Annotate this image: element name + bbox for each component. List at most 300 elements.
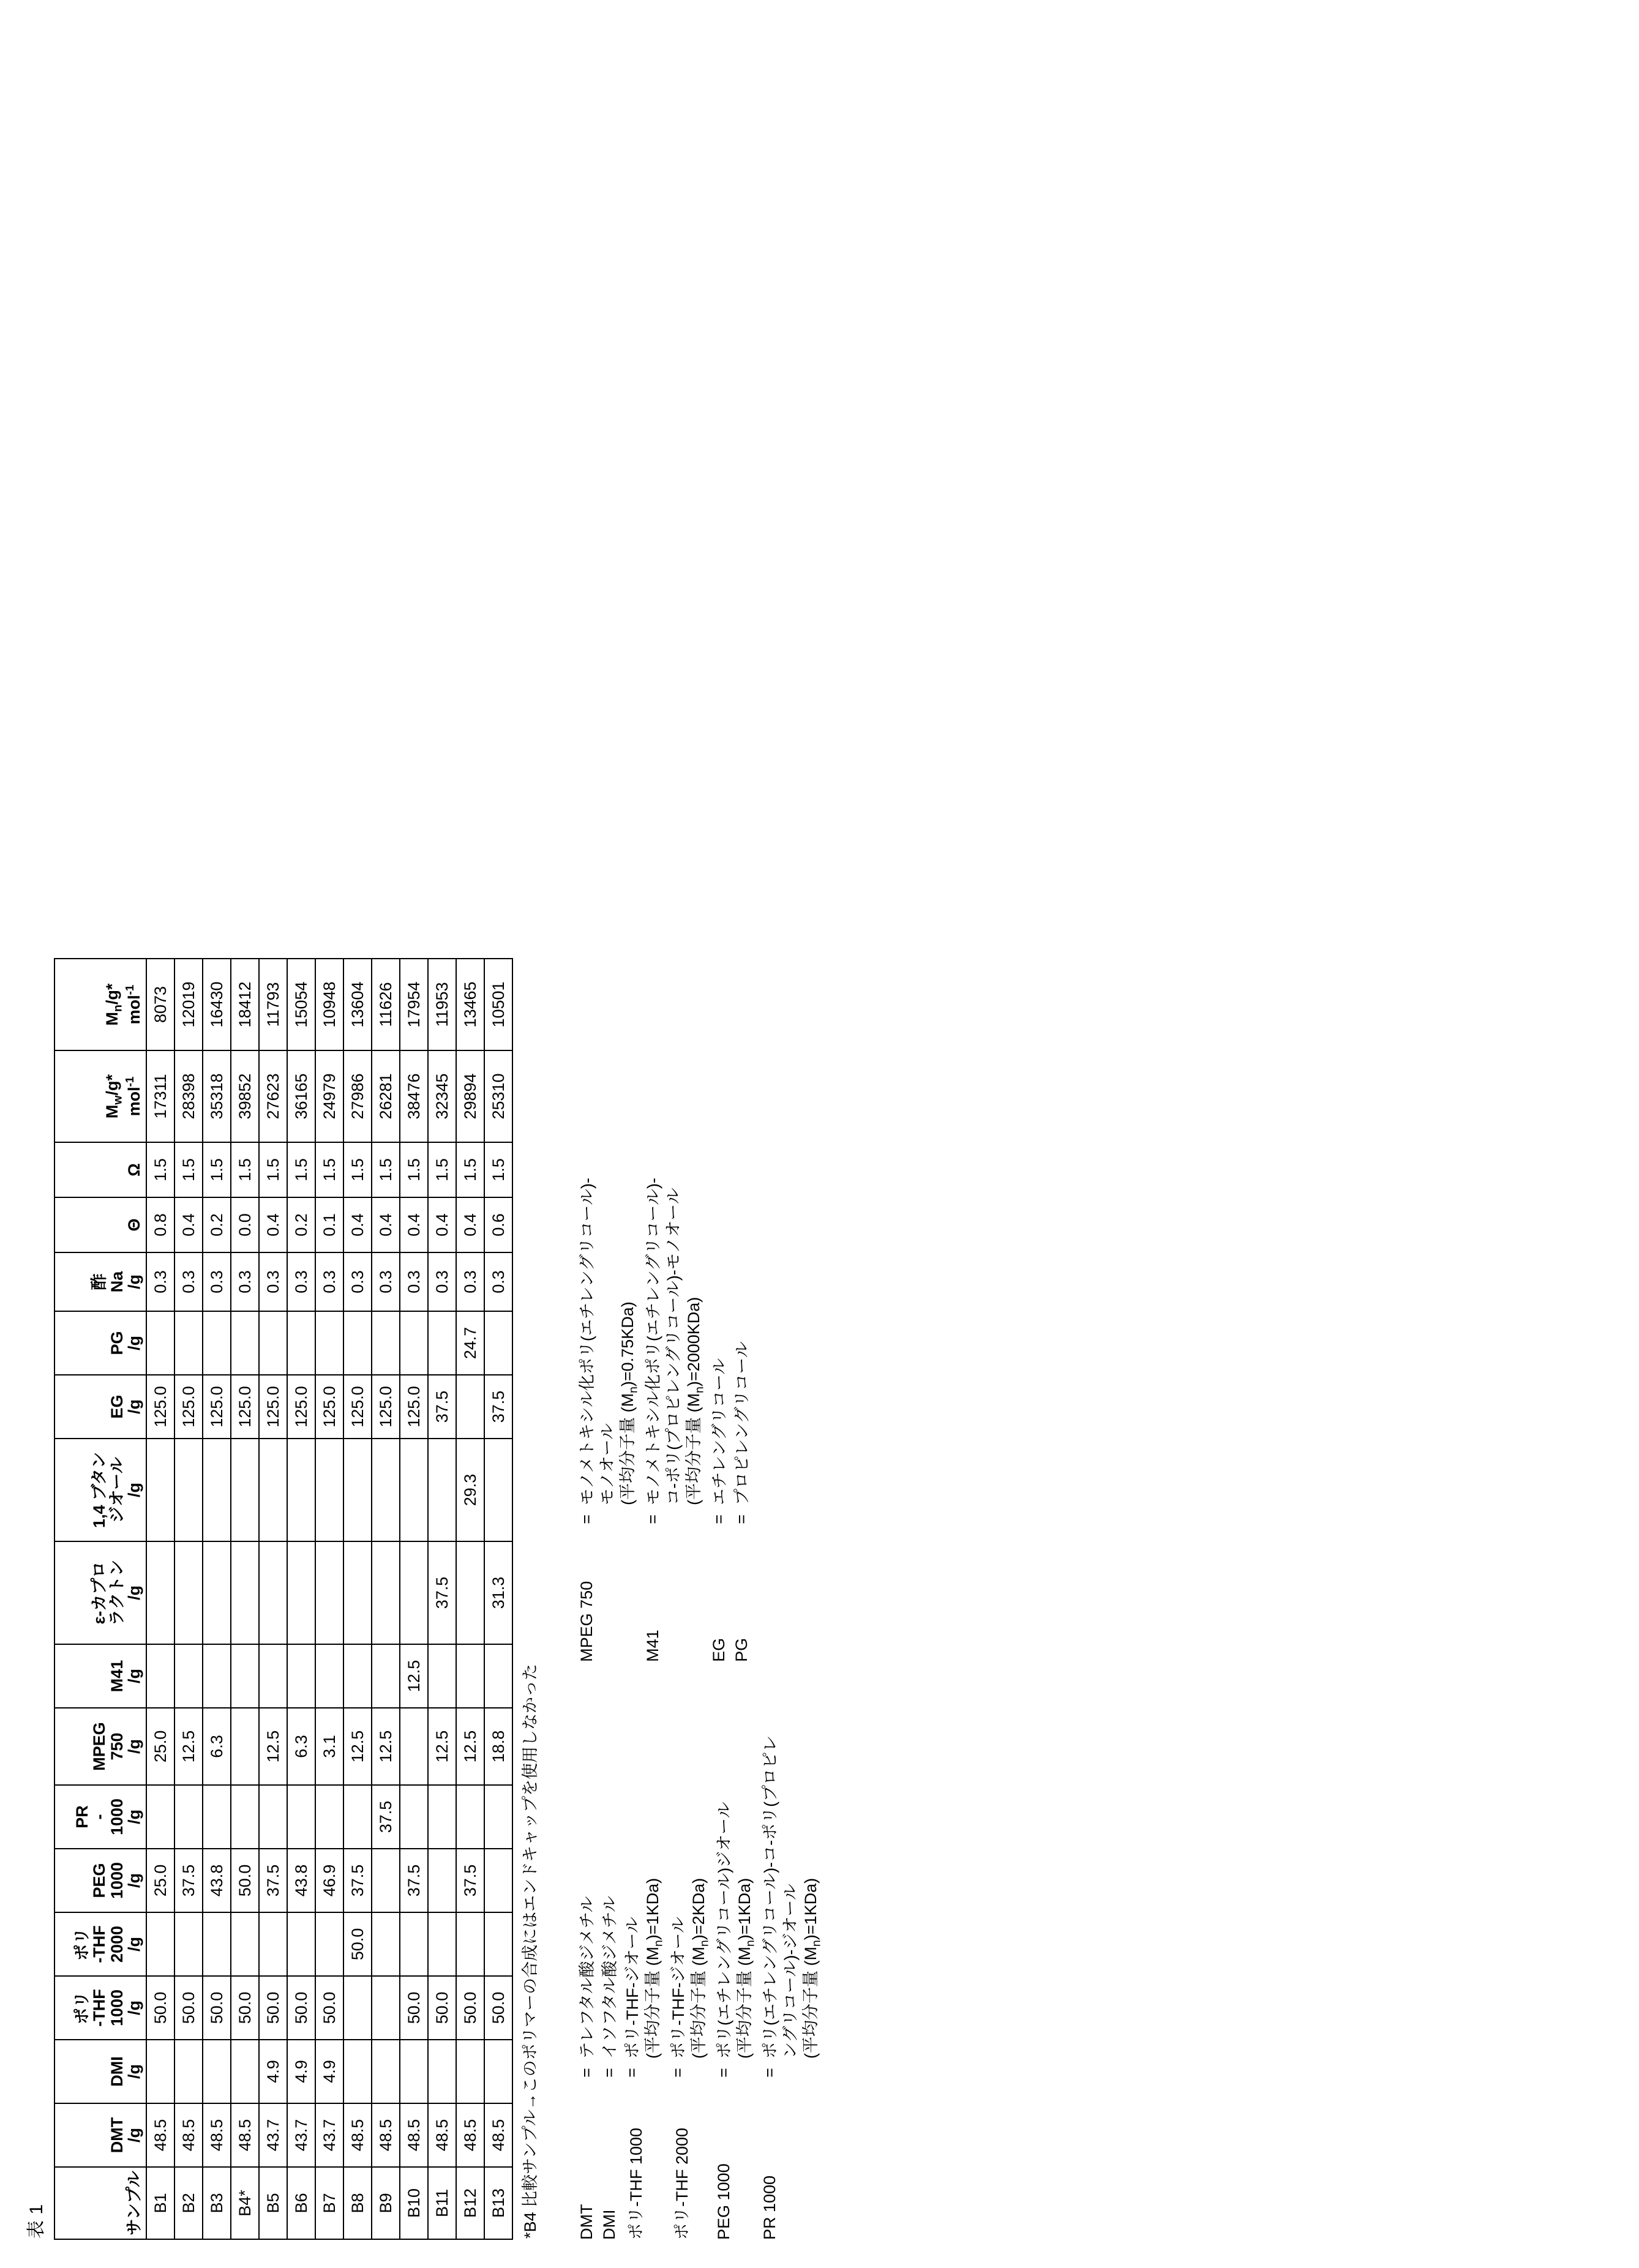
table-cell	[203, 1311, 231, 1375]
table-cell: 29.3	[456, 1439, 484, 1541]
table-cell: 11626	[372, 959, 400, 1050]
table-cell: 12019	[174, 959, 203, 1050]
table-cell	[203, 1644, 231, 1708]
table-cell: 4.9	[259, 2040, 287, 2103]
table-cell: 1.5	[343, 1142, 372, 1197]
table-cell	[146, 1541, 174, 1644]
legend-key: ポリ-THF 1000	[626, 2127, 645, 2240]
table-cell: 0.4	[428, 1197, 456, 1252]
table-cell	[259, 1912, 287, 1976]
table-cell: 37.5	[343, 1849, 372, 1912]
table-cell: 1.5	[287, 1142, 315, 1197]
table-cell: 50.0	[428, 1976, 456, 2040]
legend-equals: =	[668, 2068, 687, 2078]
table-cell: 13604	[343, 959, 372, 1050]
table-cell	[428, 1439, 456, 1541]
table-cell	[231, 1644, 259, 1708]
table-cell: 48.5	[428, 2103, 456, 2167]
table-cell	[203, 1785, 231, 1849]
table-cell	[372, 1912, 400, 1976]
table-cell	[372, 1976, 400, 2040]
table-cell: 12.5	[174, 1708, 203, 1785]
table-cell: 0.2	[287, 1197, 315, 1252]
table-cell: 0.3	[315, 1252, 343, 1311]
table-cell: 18.8	[484, 1708, 512, 1785]
table-row	[484, 959, 512, 2239]
table-cell	[174, 1785, 203, 1849]
table-cell	[400, 1912, 428, 1976]
column-header-label: ポリ -THF 1000 /g	[72, 1989, 144, 2027]
table-cell	[428, 1785, 456, 1849]
sample-name-cell: B12	[456, 2167, 484, 2239]
table-cell: 12.5	[400, 1644, 428, 1708]
table-cell: 0.3	[174, 1252, 203, 1311]
table-cell: 1.5	[203, 1142, 231, 1197]
table-cell: 1.5	[174, 1142, 203, 1197]
column-header-label: $M_n/g*$ mol$^{-1}$	[103, 983, 144, 1026]
table-cell: 1.5	[400, 1142, 428, 1197]
table-cell: 37.5	[428, 1541, 456, 1644]
legend-value: ポリ-THF-ジオール (平均分子量 $(M_n)=2KDa$)	[669, 1877, 711, 2059]
table-cell	[315, 1541, 343, 1644]
legend-entry	[669, 1735, 712, 2240]
table-cell: 37.5	[372, 1785, 400, 1849]
legend-entry	[714, 1735, 758, 2240]
table-cell: 10948	[315, 959, 343, 1050]
table-cell: 48.5	[372, 2103, 400, 2167]
table-cell: 37.5	[259, 1849, 287, 1912]
table-cell	[372, 1541, 400, 1644]
column-header	[54, 1050, 146, 1142]
table-cell	[203, 1541, 231, 1644]
table-cell	[428, 1849, 456, 1912]
table-cell	[231, 1439, 259, 1541]
table-cell: 1.5	[456, 1142, 484, 1197]
table-cell	[146, 1644, 174, 1708]
table-cell: 50.0	[315, 1976, 343, 2040]
table-cell: 27986	[343, 1050, 372, 1142]
column-header	[54, 2167, 146, 2239]
table-cell: 38476	[400, 1050, 428, 1142]
table-cell: 50.0	[343, 1912, 372, 1976]
table-cell: 1.5	[315, 1142, 343, 1197]
legend-value: モノメトキシル化ポリ(エチレングリコール)- モノオール (平均分子量 $(M_n)=0.75KDa$)	[578, 1178, 640, 1505]
table-cell: 0.4	[400, 1197, 428, 1252]
table-cell: 26281	[372, 1050, 400, 1142]
legend-column-left	[577, 1735, 827, 2240]
legend-entry	[643, 1178, 707, 1662]
column-header	[54, 2040, 146, 2103]
table-cell: 8073	[146, 959, 174, 1050]
sample-name-cell: B2	[174, 2167, 203, 2239]
column-header	[54, 1644, 146, 1708]
table-cell: 0.4	[456, 1197, 484, 1252]
table-cell: 0.8	[146, 1197, 174, 1252]
column-header	[54, 1197, 146, 1252]
legend-column-right	[577, 1178, 827, 1662]
table-cell	[315, 1311, 343, 1375]
table-cell: 4.9	[315, 2040, 343, 2103]
table-cell: 43.7	[287, 2103, 315, 2167]
legend-value: プロピレングリコール	[732, 1341, 751, 1505]
table-cell: 12.5	[343, 1708, 372, 1785]
table-cell: 0.3	[231, 1252, 259, 1311]
table-cell: 37.5	[456, 1849, 484, 1912]
table-cell	[456, 1785, 484, 1849]
table-cell: 1.5	[484, 1142, 512, 1197]
table-row	[400, 959, 428, 2239]
column-header	[54, 1976, 146, 2040]
table-row	[146, 959, 174, 2239]
sample-name-cell: B11	[428, 2167, 456, 2239]
table-cell: 17311	[146, 1050, 174, 1142]
legend-key: PEG 1000	[714, 2163, 733, 2240]
column-header-label: ε-カプロ ラクトン /g	[90, 1560, 144, 1626]
table-cell	[343, 1311, 372, 1375]
table-cell	[231, 1708, 259, 1785]
table-cell	[231, 1541, 259, 1644]
table-cell	[287, 1311, 315, 1375]
table-cell: 125.0	[174, 1375, 203, 1439]
table-cell	[484, 1912, 512, 1976]
table-label: 表 1	[26, 2204, 47, 2239]
table-cell: 3.1	[315, 1708, 343, 1785]
table-cell	[146, 1912, 174, 1976]
column-header	[54, 959, 146, 1050]
table-cell: 48.5	[174, 2103, 203, 2167]
table-cell: 1.5	[428, 1142, 456, 1197]
table-cell	[400, 1311, 428, 1375]
legend-equals: =	[714, 2068, 733, 2078]
legend-key: M41	[643, 1630, 662, 1662]
table-cell	[146, 1439, 174, 1541]
legend-entry	[577, 1735, 598, 2240]
table-cell: 39852	[231, 1050, 259, 1142]
table-cell	[372, 1311, 400, 1375]
legend-value: イソフタル酸ジメチル	[600, 1896, 619, 2059]
sample-name-cell: B3	[203, 2167, 231, 2239]
table-cell	[343, 1644, 372, 1708]
table-cell	[259, 1439, 287, 1541]
legend-entry	[760, 1735, 824, 2240]
table-cell	[315, 1785, 343, 1849]
table-cell	[372, 2040, 400, 2103]
table-cell: 50.0	[400, 1976, 428, 2040]
legend-equals: =	[643, 1514, 662, 1524]
sample-name-cell: B13	[484, 2167, 512, 2239]
table-cell: 6.3	[203, 1708, 231, 1785]
table-cell: 48.5	[146, 2103, 174, 2167]
table-cell: 25.0	[146, 1849, 174, 1912]
table-cell: 6.3	[287, 1708, 315, 1785]
table-cell	[287, 1912, 315, 1976]
table-row	[315, 959, 343, 2239]
table-cell	[456, 1541, 484, 1644]
table-cell: 12.5	[372, 1708, 400, 1785]
table-cell	[174, 1439, 203, 1541]
abbreviation-legend	[577, 24, 827, 2240]
column-header	[54, 1252, 146, 1311]
table-cell	[484, 1311, 512, 1375]
legend-key: PR 1000	[760, 2175, 779, 2240]
table-cell: 4.9	[287, 2040, 315, 2103]
table-cell: 12.5	[259, 1708, 287, 1785]
table-cell	[484, 2040, 512, 2103]
legend-entry	[732, 1178, 752, 1662]
table-cell: 36165	[287, 1050, 315, 1142]
table-cell: 37.5	[428, 1375, 456, 1439]
column-header-label: PR - 1000 /g	[72, 1798, 144, 1836]
table-cell	[259, 1311, 287, 1375]
table-cell: 0.4	[343, 1197, 372, 1252]
table-cell	[174, 1311, 203, 1375]
table-cell: 0.4	[259, 1197, 287, 1252]
table-cell	[343, 1541, 372, 1644]
legend-equals: =	[622, 2068, 641, 2078]
table-cell	[174, 1912, 203, 1976]
legend-entry	[710, 1178, 730, 1662]
table-cell: 48.5	[203, 2103, 231, 2167]
column-header-label: EG /g	[107, 1394, 144, 1419]
table-cell	[315, 1912, 343, 1976]
table-cell: 48.5	[400, 2103, 428, 2167]
sample-name-cell: B7	[315, 2167, 343, 2239]
table-cell	[203, 1912, 231, 1976]
column-header-label: 酢 Na /g	[90, 1271, 144, 1293]
legend-value: エチレングリコール	[710, 1358, 729, 1505]
table-cell	[231, 1785, 259, 1849]
table-cell: 0.3	[343, 1252, 372, 1311]
table-row	[428, 959, 456, 2239]
table-row	[231, 959, 259, 2239]
table-cell	[259, 1644, 287, 1708]
column-header-label: Ω	[125, 1163, 144, 1177]
column-header	[54, 1708, 146, 1785]
table-cell: 29894	[456, 1050, 484, 1142]
header-row	[54, 959, 146, 2239]
table-cell: 125.0	[259, 1375, 287, 1439]
column-header-label: PG /g	[107, 1331, 144, 1355]
table-cell	[400, 1785, 428, 1849]
sample-name-cell: B1	[146, 2167, 174, 2239]
table-cell	[146, 2040, 174, 2103]
table-row	[372, 959, 400, 2239]
table-cell: 0.2	[203, 1197, 231, 1252]
data-table	[54, 958, 513, 2240]
table-row	[287, 959, 315, 2239]
table-row	[174, 959, 203, 2239]
column-header-label: Θ	[125, 1218, 144, 1232]
table-cell	[315, 1439, 343, 1541]
table-cell: 125.0	[287, 1375, 315, 1439]
table-cell	[231, 1311, 259, 1375]
table-row	[259, 959, 287, 2239]
table-cell: 1.5	[146, 1142, 174, 1197]
table-cell: 0.3	[287, 1252, 315, 1311]
column-header	[54, 1849, 146, 1912]
table-cell	[428, 1644, 456, 1708]
table-cell: 32345	[428, 1050, 456, 1142]
legend-entry	[577, 1178, 641, 1662]
column-header-label: ポリ -THF 2000 /g	[72, 1925, 144, 1963]
column-header	[54, 1439, 146, 1541]
table-cell	[231, 1912, 259, 1976]
table-cell: 37.5	[484, 1375, 512, 1439]
table-header	[54, 959, 146, 2239]
table-cell	[372, 1849, 400, 1912]
table-cell: 0.3	[428, 1252, 456, 1311]
legend-key: DMI	[599, 2209, 618, 2240]
table-cell	[400, 1708, 428, 1785]
column-header	[54, 2103, 146, 2167]
table-cell	[484, 1439, 512, 1541]
table-cell: 43.7	[259, 2103, 287, 2167]
table-cell: 11953	[428, 959, 456, 1050]
column-header-label: 1,4 ブタン ジオール /g	[90, 1451, 144, 1529]
table-cell: 11793	[259, 959, 287, 1050]
legend-value: ポリ-THF-ジオール (平均分子量 $(M_n)=1KDa$)	[623, 1877, 666, 2059]
table-cell: 10501	[484, 959, 512, 1050]
table-cell: 50.0	[203, 1976, 231, 2040]
legend-equals: =	[732, 1514, 751, 1524]
table-cell	[456, 1644, 484, 1708]
table-cell: 50.0	[146, 1976, 174, 2040]
table-cell	[343, 2040, 372, 2103]
table-cell	[203, 2040, 231, 2103]
table-cell	[203, 1439, 231, 1541]
table-cell: 1.5	[372, 1142, 400, 1197]
legend-value: ポリ(エチレングリコール)-コ-ポリ(プロピレ ングリコール)-ジオール (平均分子量 $(M_n)=1KDa$)	[760, 1735, 823, 2059]
table-footnote: *B4 比較サンプル→このポリマーの合成にはエンドキャップを使用しなかった	[521, 1663, 539, 2239]
table-cell	[287, 1785, 315, 1849]
table-cell: 48.5	[484, 2103, 512, 2167]
table-cell: 43.8	[203, 1849, 231, 1912]
table-cell	[343, 1785, 372, 1849]
table-cell: 48.5	[456, 2103, 484, 2167]
table-cell: 24.7	[456, 1311, 484, 1375]
table-cell: 0.1	[315, 1197, 343, 1252]
table-row	[343, 959, 372, 2239]
table-cell: 125.0	[203, 1375, 231, 1439]
column-header-label: サンプル	[125, 2171, 144, 2236]
table-cell: 12.5	[456, 1708, 484, 1785]
table-cell	[428, 1311, 456, 1375]
table-cell	[174, 2040, 203, 2103]
legend-equals: =	[577, 2068, 596, 2078]
table-cell: 24979	[315, 1050, 343, 1142]
table-cell: 0.6	[484, 1197, 512, 1252]
table-cell: 0.4	[174, 1197, 203, 1252]
legend-equals: =	[709, 1514, 728, 1524]
legend-value: ポリ(エチレングリコール)ジオール (平均分子量 $(M_n)=1KDa$)	[714, 1802, 757, 2059]
table-cell	[456, 1912, 484, 1976]
legend-key: MPEG 750	[577, 1581, 596, 1662]
table-cell: 125.0	[400, 1375, 428, 1439]
table-cell: 37.5	[174, 1849, 203, 1912]
column-header-label: M41 /g	[107, 1660, 144, 1693]
table-cell	[287, 1644, 315, 1708]
table-cell	[174, 1541, 203, 1644]
table-cell	[174, 1644, 203, 1708]
sample-name-cell: B10	[400, 2167, 428, 2239]
legend-entry	[623, 1735, 666, 2240]
table-cell	[146, 1311, 174, 1375]
table-cell: 25310	[484, 1050, 512, 1142]
table-cell: 50.0	[259, 1976, 287, 2040]
table-cell	[259, 1541, 287, 1644]
legend-value: テレフタル酸ジメチル	[578, 1896, 596, 2059]
legend-key: PG	[732, 1637, 751, 1662]
table-cell: 0.3	[484, 1252, 512, 1311]
column-header	[54, 1311, 146, 1375]
table-cell: 0.3	[146, 1252, 174, 1311]
table-row	[203, 959, 231, 2239]
table-cell	[400, 1439, 428, 1541]
table-cell: 43.7	[315, 2103, 343, 2167]
table-cell: 13465	[456, 959, 484, 1050]
table-cell	[231, 2040, 259, 2103]
table-cell: 37.5	[400, 1849, 428, 1912]
table-cell	[343, 1439, 372, 1541]
table-cell: 50.0	[456, 1976, 484, 2040]
table-row	[456, 959, 484, 2239]
table-cell	[428, 2040, 456, 2103]
table-cell: 0.3	[259, 1252, 287, 1311]
column-header	[54, 1541, 146, 1644]
table-cell	[456, 1375, 484, 1439]
legend-equals: =	[577, 1514, 596, 1524]
column-header-label: DMT /g	[107, 2117, 144, 2154]
table-cell: 15054	[287, 959, 315, 1050]
table-cell: 1.5	[231, 1142, 259, 1197]
table-cell	[259, 1785, 287, 1849]
legend-equals: =	[760, 2068, 779, 2078]
column-header	[54, 1785, 146, 1849]
table-cell: 27623	[259, 1050, 287, 1142]
legend-key: EG	[709, 1637, 728, 1662]
legend-value: モノメトキシル化ポリ(エチレングリコール)- コ-ポリ(プロピレングリコール)-モノオール (平均分子量 $(M_n)=2000KDa$)	[643, 1178, 707, 1505]
column-header-label: $M_w/g*$ mol$^{-1}$	[103, 1074, 144, 1119]
table-cell: 50.0	[174, 1976, 203, 2040]
table-cell: 43.8	[287, 1849, 315, 1912]
table-cell: 48.5	[231, 2103, 259, 2167]
table-cell	[343, 1976, 372, 2040]
table-cell: 50.0	[231, 1849, 259, 1912]
legend-equals: =	[599, 2068, 618, 2078]
column-header	[54, 1912, 146, 1976]
table-cell: 18412	[231, 959, 259, 1050]
table-cell: 1.5	[259, 1142, 287, 1197]
column-header-label: PEG 1000 /g	[90, 1862, 144, 1899]
table-cell	[484, 1644, 512, 1708]
table-cell	[372, 1439, 400, 1541]
table-cell	[287, 1541, 315, 1644]
table-cell: 17954	[400, 959, 428, 1050]
table-cell: 12.5	[428, 1708, 456, 1785]
table-cell	[484, 1849, 512, 1912]
table-cell: 125.0	[372, 1375, 400, 1439]
sample-name-cell: B9	[372, 2167, 400, 2239]
table-cell: 28398	[174, 1050, 203, 1142]
table-cell: 0.3	[203, 1252, 231, 1311]
table-cell	[456, 2040, 484, 2103]
table-cell	[287, 1439, 315, 1541]
column-header	[54, 1142, 146, 1197]
table-cell: 125.0	[146, 1375, 174, 1439]
table-cell: 0.0	[231, 1197, 259, 1252]
table-cell: 50.0	[231, 1976, 259, 2040]
table-cell	[315, 1644, 343, 1708]
